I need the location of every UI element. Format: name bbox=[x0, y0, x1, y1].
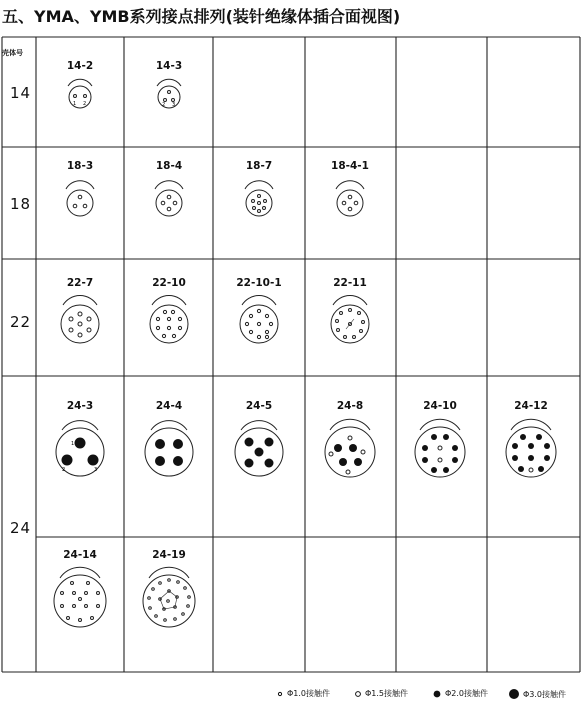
contact-layout-diagram bbox=[137, 566, 201, 630]
connector-code: 18-4 bbox=[155, 160, 183, 172]
legend-label: Φ3.0接触件 bbox=[523, 689, 567, 699]
svg-text:2: 2 bbox=[83, 101, 87, 107]
contact-layout-diagram bbox=[408, 418, 472, 480]
svg-text:3: 3 bbox=[172, 102, 176, 108]
connector-code: 18-7 bbox=[245, 160, 273, 172]
contact-layout-diagram bbox=[54, 295, 106, 349]
connector-code: 24-12 bbox=[514, 400, 548, 412]
connector-code: 18-4-1 bbox=[331, 160, 369, 172]
connector-code: 24-5 bbox=[245, 400, 273, 412]
connector-code: 24-3 bbox=[66, 400, 94, 412]
xlarge-contact-icon bbox=[508, 688, 520, 700]
connector-code: 22-10-1 bbox=[236, 277, 282, 289]
legend-label: Φ2.0接触件 bbox=[445, 689, 489, 698]
contact-layout-diagram bbox=[143, 295, 195, 349]
contact-layout-diagram bbox=[237, 180, 281, 222]
contact-layout-diagram bbox=[147, 180, 191, 222]
connector-code: 18-3 bbox=[66, 160, 94, 172]
medium-contact-icon bbox=[354, 690, 362, 698]
contact-layout-diagram bbox=[233, 295, 285, 349]
row-label: 14 bbox=[10, 84, 32, 102]
connector-code: 22-11 bbox=[333, 277, 367, 289]
contact-layout-diagram bbox=[48, 566, 112, 630]
contact-layout-diagram bbox=[52, 418, 108, 480]
row-label: 24 bbox=[10, 519, 32, 537]
contact-layout-diagram bbox=[141, 418, 197, 480]
contact-layout-diagram bbox=[149, 78, 189, 114]
contact-layout-diagram bbox=[60, 78, 100, 114]
legend-label: Φ1.0接触件 bbox=[287, 689, 331, 698]
svg-text:1: 1 bbox=[73, 101, 77, 107]
legend-item bbox=[508, 688, 566, 700]
large-contact-icon bbox=[432, 689, 442, 699]
page-title: 五、YMA、YMB系列接点排列(装针绝缘体插合面视图) bbox=[2, 7, 401, 26]
connector-code: 22-7 bbox=[66, 277, 94, 289]
contact-layout-diagram bbox=[328, 180, 372, 222]
contact-layout-diagram bbox=[231, 418, 287, 480]
contact-layout-diagram bbox=[324, 295, 376, 349]
connector-code: 14-3 bbox=[155, 60, 183, 72]
connector-code: 24-10 bbox=[423, 400, 457, 412]
legend-item bbox=[276, 688, 330, 699]
row-label: 22 bbox=[10, 313, 32, 331]
connector-code: 14-2 bbox=[66, 60, 94, 72]
svg-text:3: 3 bbox=[94, 467, 98, 473]
row-label: 18 bbox=[10, 195, 32, 213]
connector-code: 24-19 bbox=[152, 549, 186, 561]
legend-item bbox=[432, 688, 488, 699]
connector-code: 24-8 bbox=[336, 400, 364, 412]
shell-header: 壳体号 bbox=[2, 49, 23, 57]
connector-code: 24-4 bbox=[155, 400, 183, 412]
svg-text:2: 2 bbox=[162, 102, 166, 108]
svg-text:1: 1 bbox=[71, 441, 75, 447]
connector-code: 22-10 bbox=[152, 277, 186, 289]
contact-layout-diagram bbox=[58, 180, 102, 222]
small-contact-icon bbox=[276, 690, 284, 698]
legend-item bbox=[354, 688, 408, 699]
contact-layout-diagram bbox=[318, 418, 382, 480]
connector-code: 24-14 bbox=[63, 549, 97, 561]
svg-text:2: 2 bbox=[62, 467, 66, 473]
legend-label: Φ1.5接触件 bbox=[365, 689, 409, 698]
contact-layout-diagram bbox=[499, 418, 563, 480]
